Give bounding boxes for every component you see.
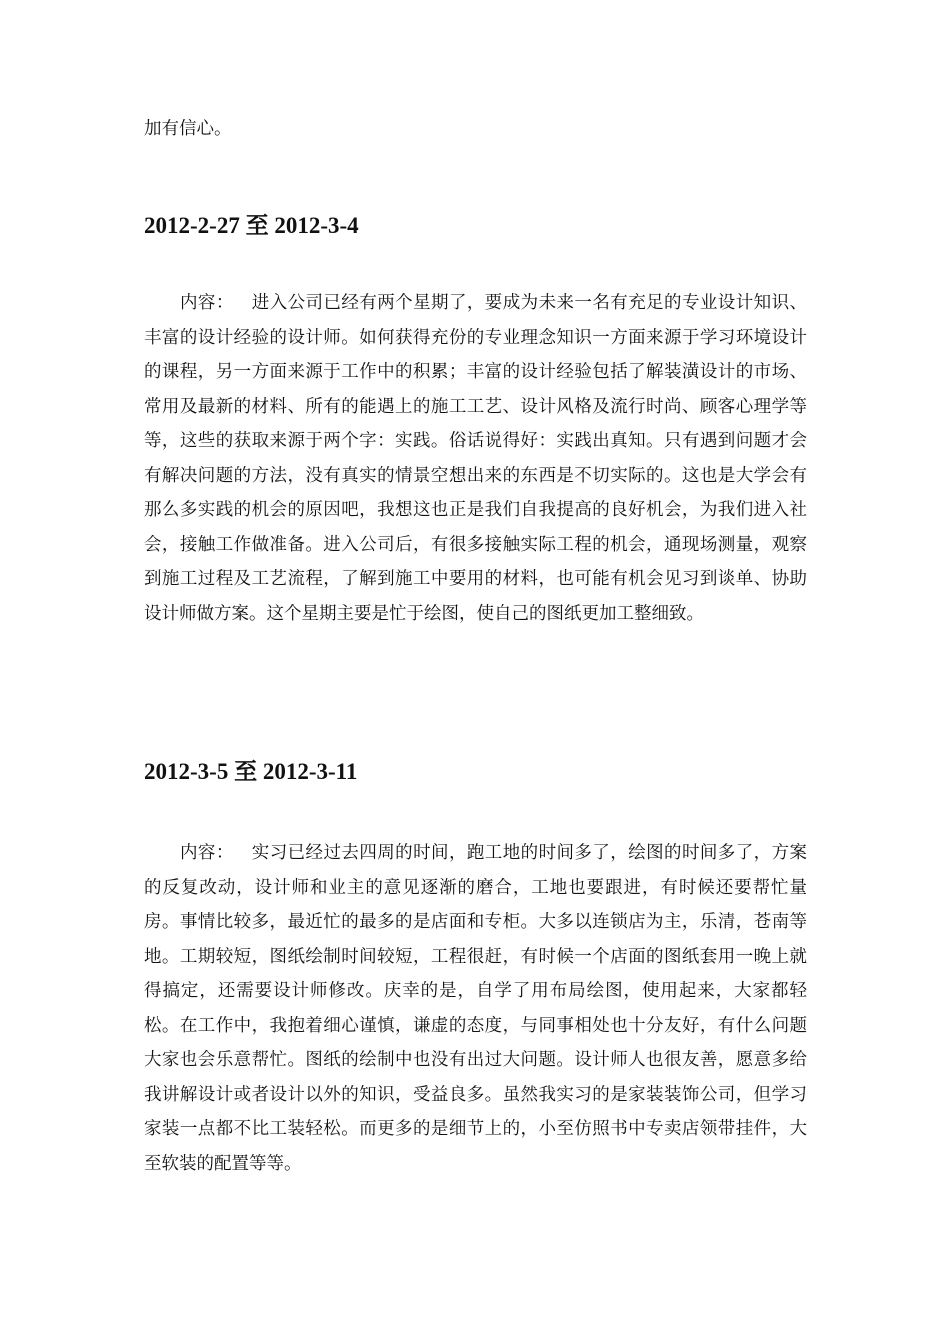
content-label: 内容： <box>180 293 234 313</box>
continuation-paragraph: 加有信心。 <box>144 119 232 139</box>
section-body-week-2: 实习已经过去四周的时间，跑工地的时间多了，绘图的时间多了，方案的反复改动，设计师和业主的意见逐渐的磨合，工地也要跟进，有时候还要帮忙量房。事情比较多，最近忙的最多的是店面和专柜。大多以连锁店为主，乐清，苍南等地。工期较短，图纸绘制时间较短，工程很赶，有时候一个店面的图纸套用一晚上就得搞定，还需要设计师修改。庆幸的是，自学了用布局绘图，使用起来，大家都轻松。在工作中，我抱着细心谨慎，谦虚的态度，与同事相处也十分友好，有什么问题大家也会乐意帮忙。图纸的绘制中也没有出过大问题。设计师人也很友善，愿意多给我讲解设计或者设计以外的知识，受益良多。虽然我实习的是家装装饰公司，但学习家装一点都不比工装轻松。而更多的是细节上的，小至仿照书中专卖店领带挂件，大至软装的配置等等。 <box>144 843 808 1174</box>
section-heading-week-2: 2012-3-5 至 2012-3-11 <box>144 759 358 784</box>
section-body-week-1: 进入公司已经有两个星期了，要成为未来一名有充足的专业设计知识、丰富的设计经验的设计师。如何获得充份的专业理念知识一方面来源于学习环境设计的课程，另一方面来源于工作中的积累；丰富的设计经验包括了解装潢设计的市场、常用及最新的材料、所有的能遇上的施工工艺、设计风格及流行时尚、顾客心理学等等，这些的获取来源于两个字：实践。俗话说得好：实践出真知。只有遇到问题才会有解决问题的方法，没有真实的情景空想出来的东西是不切实际的。这也是大学会有那么多实践的机会的原因吧，我想这也正是我们自我提高的良好机会，为我们进入社会，接触工作做准备。进入公司后，有很多接触实际工程的机会，通现场测量，观察到施工过程及工艺流程，了解到施工中要用的材料，也可能有机会见习到谈单、协助设计师做方案。这个星期主要是忙于绘图，使自己的图纸更加工整细致。 <box>144 293 808 624</box>
section-paragraph-week-1 <box>144 286 807 631</box>
section-paragraph-week-2 <box>144 836 807 1181</box>
section-heading-week-1: 2012-2-27 至 2012-3-4 <box>144 213 359 238</box>
content-label: 内容： <box>180 843 234 863</box>
